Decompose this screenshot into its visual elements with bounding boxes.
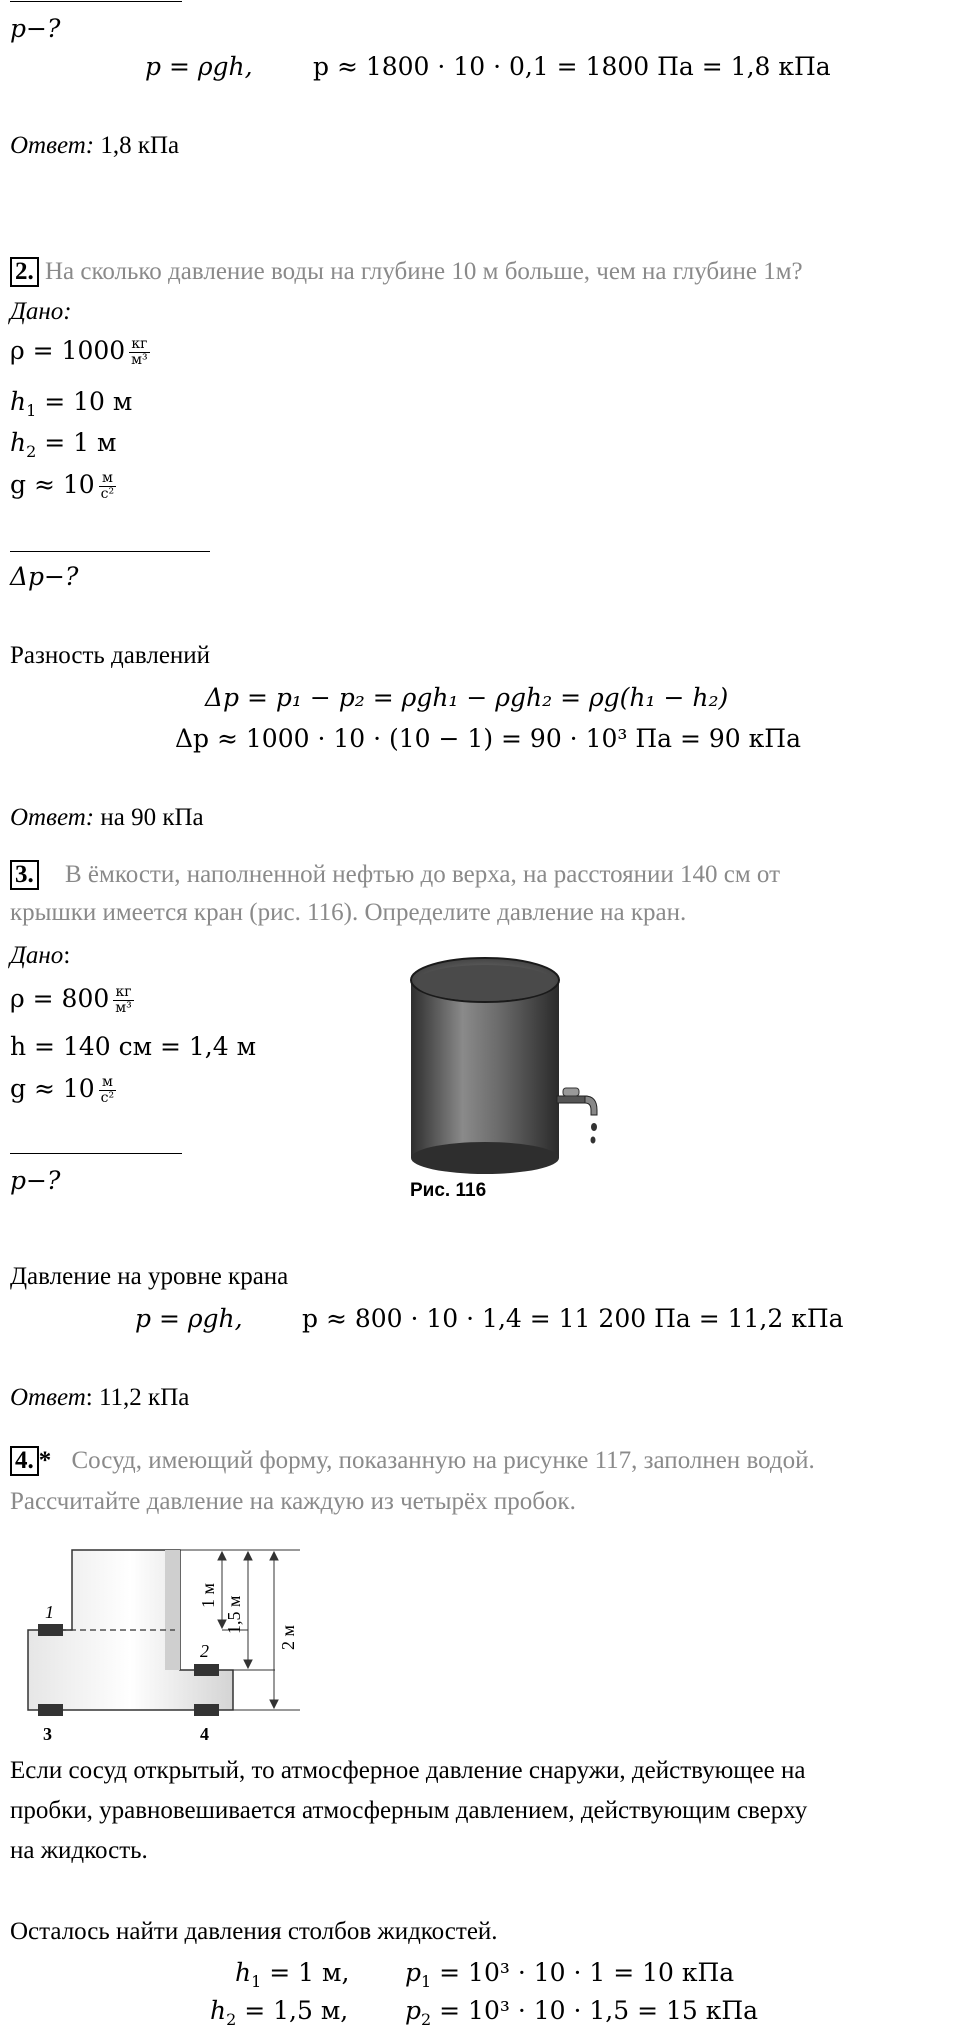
- answer-label-2: Ответ:: [10, 804, 95, 831]
- rho-unit-3: [113, 985, 134, 1016]
- h1-value-2: = 10 м: [44, 387, 133, 416]
- g-unit-num-3: м: [99, 1075, 116, 1091]
- rho-value-2: ρ = 1000: [10, 336, 126, 365]
- problem-4-text-line3: на жидкость.: [10, 1837, 148, 1864]
- rho-value-3: ρ = 800: [10, 984, 110, 1013]
- g-unit-den-2: с²: [100, 486, 115, 502]
- answer-label-1: Ответ:: [10, 132, 95, 159]
- level-label-3: Давление на уровне крана: [10, 1263, 289, 1290]
- problem-4-header: [10, 1446, 815, 1476]
- rho-unit-den-2: м³: [131, 352, 148, 368]
- tank-figure: [395, 950, 625, 1200]
- dim-2m: 2 м: [278, 1625, 298, 1650]
- row2-h-value: = 1,5 м,: [244, 1996, 349, 2025]
- row2-h-4: $h_2 = 1,5$ м,: [210, 1996, 349, 2029]
- g-unit-den-3: с²: [100, 1090, 115, 1106]
- formula-3: p = ρgh,: [135, 1304, 243, 1333]
- dim-15m: 1,5 м: [224, 1595, 244, 1634]
- given-label-2: Дано:: [10, 298, 72, 325]
- calc-1: p ≈ 1800 · 10 · 0,1 = 1800 Па = 1,8 кПа: [313, 52, 831, 81]
- answer-value-1: 1,8 кПа: [100, 132, 180, 159]
- tank-body: [411, 980, 559, 1158]
- answer-1: [10, 131, 179, 161]
- problem-3-header: [10, 860, 780, 890]
- answer-2: [10, 803, 204, 833]
- diff-label-2: Разность давлений: [10, 642, 211, 669]
- figure-caption-116: Рис. 116: [410, 1180, 487, 1201]
- row2-p-value: = 10³ · 10 · 1,5 = 15 кПа: [439, 1996, 759, 2025]
- problem-4-text-line1: Если сосуд открытый, то атмосферное давление снаружи, действующее на: [10, 1757, 806, 1784]
- rho-unit-num-2: кг: [129, 337, 150, 353]
- row1-h-4: $h_1 = 1$ м,: [235, 1958, 350, 1991]
- dim-1m: 1 м: [198, 1583, 218, 1608]
- plug-label-3: 3: [43, 1724, 52, 1744]
- problem-4-question-line1: Сосуд, имеющий форму, показанную на рисунке 117, заполнен водой.: [71, 1447, 815, 1474]
- rho-unit-num-3: кг: [113, 985, 134, 1001]
- g-value-3: g ≈ 10: [10, 1074, 95, 1103]
- find-p-3: p−?: [10, 1166, 61, 1195]
- given-g-2: [10, 470, 116, 502]
- formula-1: p = ρgh,: [145, 52, 253, 81]
- remain-label-4: Осталось найти давления столбов жидкостей.: [10, 1918, 498, 1945]
- row1-h-value: = 1 м,: [269, 1958, 350, 1987]
- given-label-3-text: Дано: [10, 942, 64, 969]
- problem-number-3: 3.: [10, 860, 39, 890]
- given-h-3: h = 140 см = 1,4 м: [10, 1032, 257, 1061]
- given-label-3: Дано:: [10, 942, 71, 969]
- calc-3: p ≈ 800 · 10 · 1,4 = 11 200 Па = 11,2 кПа: [302, 1304, 844, 1333]
- g-unit-num-2: м: [99, 471, 116, 487]
- plug-label-4: 4: [200, 1724, 209, 1744]
- g-unit-3: [99, 1075, 116, 1106]
- problem-4-question-line2: Рассчитайте давление на каждую из четырёх пробок.: [10, 1488, 576, 1515]
- find-p-1: p−?: [10, 14, 61, 43]
- rho-unit-den-3: м³: [115, 1000, 132, 1016]
- problem-4-star: *: [38, 1447, 52, 1474]
- given-rho-3: [10, 984, 134, 1016]
- eq2-2: Δp ≈ 1000 · 10 · (10 − 1) = 90 · 10³ Па = 90 кПа: [175, 724, 801, 753]
- plug-4: [194, 1704, 219, 1716]
- plug-2: [194, 1664, 219, 1676]
- tap-icon: [557, 1088, 597, 1144]
- given-divider-1: [10, 1, 182, 2]
- given-g-3: [10, 1074, 116, 1106]
- answer-value-3: : 11,2 кПа: [85, 1384, 190, 1411]
- row1-p-value: = 10³ · 10 · 1 = 10 кПа: [439, 1958, 735, 1987]
- answer-value-2: на 90 кПа: [100, 804, 204, 831]
- eq1-2: Δp = p₁ − p₂ = ρgh₁ − ρgh₂ = ρg(h₁ − h₂): [205, 683, 729, 712]
- find-dp-2: Δp−?: [10, 562, 79, 591]
- problem-number-2: 2.: [10, 257, 39, 287]
- problem-2-question: На сколько давление воды на глубине 10 м больше, чем на глубине 1м?: [45, 258, 803, 285]
- answer-label-3: Ответ: [10, 1384, 86, 1411]
- plug-label-1: 1: [45, 1602, 54, 1622]
- given-rho-2: [10, 336, 150, 368]
- given-h2-2: $h_2 = 1$ м: [10, 428, 117, 461]
- problem-3-question-line1: В ёмкости, наполненной нефтью до верха, на расстоянии 140 см от: [65, 861, 781, 888]
- given-h1-2: $h_1 = 10$ м: [10, 387, 133, 420]
- given-divider-2: [10, 551, 210, 552]
- row2-p-4: $p_2 = 10^3 \cdot 10 \cdot 1,5 = 15$ кПа: [405, 1996, 759, 2029]
- problem-4-text-line2: пробки, уравновешивается атмосферным давлением, действующим сверху: [10, 1797, 808, 1824]
- problem-3-question-line2: крышки имеется кран (рис. 116). Определите давление на кран.: [10, 899, 687, 926]
- problem-2-header: [10, 257, 803, 287]
- g-value-2: g ≈ 10: [10, 470, 95, 499]
- vessel-figure: [10, 1530, 320, 1745]
- problem-number-4: 4.: [10, 1446, 39, 1476]
- tank-bottom: [411, 1142, 559, 1174]
- row1-p-4: $p_1 = 10^3 \cdot 10 \cdot 1 = 10$ кПа: [405, 1958, 735, 1991]
- answer-3: [10, 1383, 189, 1413]
- h2-value-2: = 1 м: [44, 428, 117, 457]
- rho-unit-2: [129, 337, 150, 368]
- given-divider-3: [10, 1153, 182, 1154]
- plug-1: [38, 1624, 63, 1636]
- g-unit-2: [99, 471, 116, 502]
- plug-3: [38, 1704, 63, 1716]
- plug-label-2: 2: [200, 1641, 209, 1661]
